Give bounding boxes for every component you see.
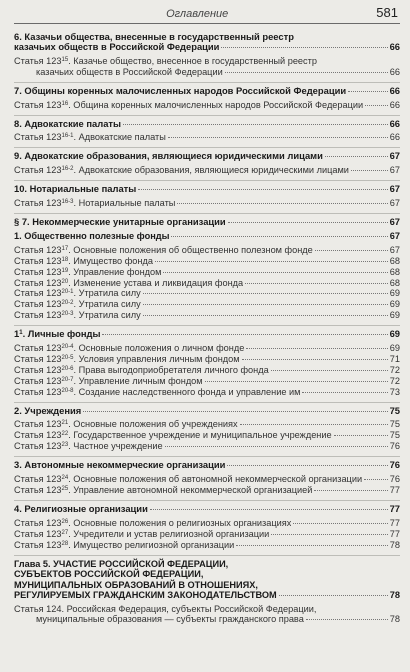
- article-number-superscript: 16-2: [61, 166, 74, 173]
- toc-entry[interactable]: [14, 165, 400, 176]
- page-number: 67: [389, 198, 400, 209]
- page-number: 75: [389, 404, 400, 416]
- toc-entry[interactable]: [14, 419, 400, 430]
- dot-leader: [143, 304, 388, 305]
- toc-entry[interactable]: [14, 441, 400, 452]
- dot-leader: [302, 392, 387, 393]
- page-number: 72: [389, 375, 400, 386]
- dot-leader: [221, 47, 387, 48]
- dot-leader: [364, 479, 388, 480]
- section-heading-line: 6. Казачьи общества, внесенные в государственный реестр: [14, 31, 294, 42]
- article-number-superscript: 20-3: [61, 311, 74, 318]
- toc-entry[interactable]: [14, 278, 400, 289]
- entry-title: 3. Автономные некоммерческие организации: [14, 460, 226, 471]
- dot-leader: [205, 381, 388, 382]
- dot-leader: [143, 293, 388, 294]
- toc-entry[interactable]: [14, 430, 400, 441]
- entry-title: Статья $123^{16}$. Община коренных малочисленных народов Российской Федерации: [14, 99, 364, 110]
- page-number: 66: [389, 99, 400, 110]
- dot-leader: [227, 465, 387, 466]
- dot-leader: [163, 272, 387, 273]
- toc-entry[interactable]: [14, 245, 400, 256]
- entry-title: Статья 123$^{20-2}$. Утратила силу: [14, 299, 141, 310]
- header-title: Оглавление: [166, 8, 229, 20]
- section-heading[interactable]: [14, 217, 400, 228]
- article-number-superscript: 20-4: [61, 344, 74, 351]
- article-number-superscript: 17: [61, 245, 69, 252]
- page-number: 69: [389, 310, 400, 321]
- article-number-superscript: 20-6: [61, 365, 74, 372]
- section-heading-line: МУНИЦИПАЛЬНЫХ ОБРАЗОВАНИЙ В ОТНОШЕНИЯХ,: [14, 579, 258, 590]
- dot-leader: [365, 105, 388, 106]
- entry-title: Статья 123$^{20-3}$. Утратила силу: [14, 310, 141, 321]
- entry-title: $1^1$. Личные фонды: [14, 329, 101, 340]
- entry-title: Статья $123^{28}$. Имущество религиозной организации: [14, 539, 235, 550]
- entry-title: Статья 123$^{20-4}$. Основные положения о личном фонде: [14, 343, 245, 354]
- toc-entry[interactable]: [14, 518, 400, 529]
- entry-title: Статья $123^{26}$. Основные положения о религиозных организациях: [14, 517, 292, 528]
- article-number-superscript: 20-8: [61, 387, 74, 394]
- page-number: 67: [389, 183, 400, 195]
- article-number-superscript: 28: [61, 540, 69, 547]
- article-number-superscript: 21: [61, 420, 69, 427]
- toc-section: [14, 116, 400, 149]
- toc-section: [14, 28, 400, 83]
- entry-title: 2. Учреждения: [14, 405, 82, 416]
- entry-title: Статья $123^{24}$. Основные положения об автономной некоммерческой организации: [14, 474, 363, 485]
- section-heading[interactable]: [14, 460, 400, 471]
- dot-leader: [83, 411, 387, 412]
- article-number-superscript: 26: [61, 518, 69, 525]
- toc-entry[interactable]: [14, 267, 400, 278]
- article-number-superscript: 16-3: [61, 199, 74, 206]
- article-number-superscript: 20-1: [61, 289, 74, 296]
- entry-title: Статья 123$^{20-8}$. Создание наследственного фонда и управление им: [14, 386, 301, 397]
- subsection-heading[interactable]: [14, 231, 400, 242]
- dot-leader: [150, 509, 388, 510]
- page-number: 69: [389, 343, 400, 354]
- toc-section: [14, 457, 400, 501]
- article-number-superscript: 1: [19, 330, 23, 337]
- dot-leader: [315, 250, 388, 251]
- dot-leader: [246, 348, 387, 349]
- entry-title: муниципальные образования — субъекты гражданского права: [36, 614, 304, 625]
- toc-entry[interactable]: [14, 100, 400, 111]
- dot-leader: [155, 261, 388, 262]
- section-heading[interactable]: [14, 329, 400, 340]
- article-number-superscript: 20-5: [61, 354, 74, 361]
- toc-entry[interactable]: [14, 310, 400, 321]
- page-number: 67: [389, 150, 400, 162]
- toc-entry[interactable]: [14, 132, 400, 143]
- toc-section: [14, 556, 400, 630]
- toc-entry[interactable]: [14, 376, 400, 387]
- page-number: 76: [389, 441, 400, 452]
- entry-title: Статья $123^{22}$. Государственное учреждение и муниципальное учреждение: [14, 430, 332, 441]
- section-heading-line: СУБЪЕКТОВ РОССИЙСКОЙ ФЕДЕРАЦИИ,: [14, 569, 204, 580]
- dot-leader: [228, 222, 388, 223]
- article-number-superscript: 20-7: [61, 376, 74, 383]
- section-heading[interactable]: [14, 151, 400, 162]
- section-heading-line: Глава 5. УЧАСТИЕ РОССИЙСКОЙ ФЕДЕРАЦИИ,: [14, 558, 229, 569]
- page-number: 77: [389, 528, 400, 539]
- toc-section: [14, 501, 400, 556]
- dot-leader: [168, 137, 388, 138]
- entry-title: РЕГУЛИРУЕМЫХ ГРАЖДАНСКИМ ЗАКОНОДАТЕЛЬСТВОМ: [14, 590, 277, 601]
- article-number-superscript: 18: [61, 256, 69, 263]
- entry-title: Статья 123$^{20-7}$. Управление личным фондом: [14, 375, 203, 386]
- toc-section: [14, 83, 400, 116]
- toc-entry[interactable]: [14, 485, 400, 496]
- dot-leader: [236, 545, 388, 546]
- page-number: 67: [389, 165, 400, 176]
- section-heading[interactable]: [14, 86, 400, 97]
- section-heading[interactable]: [14, 406, 400, 417]
- page-number: 75: [389, 430, 400, 441]
- section-heading[interactable]: [14, 42, 400, 53]
- toc-section: [14, 326, 400, 402]
- toc-entry[interactable]: [14, 67, 400, 78]
- dot-leader: [165, 446, 388, 447]
- toc-entry-line[interactable]: [14, 604, 400, 615]
- article-number-superscript: 20: [61, 278, 69, 285]
- entry-title: Статья 123$^{16-3}$. Нотариальные палаты: [14, 198, 176, 209]
- dot-leader: [325, 156, 388, 157]
- toc-entry[interactable]: [14, 299, 400, 310]
- page-number: 66: [389, 41, 400, 52]
- section-heading[interactable]: [14, 184, 400, 195]
- dot-leader: [351, 170, 388, 171]
- toc-section: [14, 148, 400, 181]
- section-heading[interactable]: [14, 504, 400, 515]
- section-heading[interactable]: [14, 590, 400, 601]
- dot-leader: [242, 359, 388, 360]
- article-number-superscript: 27: [61, 529, 69, 536]
- page-number: 71: [389, 353, 400, 364]
- running-header: [14, 0, 400, 24]
- dot-leader: [143, 315, 388, 316]
- article-number-superscript: 16-1: [61, 133, 74, 140]
- dot-leader: [138, 189, 387, 190]
- page-number: 66: [389, 117, 400, 129]
- page-number: 67: [389, 244, 400, 255]
- page-number: 66: [389, 132, 400, 143]
- toc-entry[interactable]: [14, 256, 400, 267]
- entry-title: 4. Религиозные организации: [14, 503, 148, 514]
- dot-leader: [348, 91, 387, 92]
- entry-title: казачьих обществ в Российской Федерации: [14, 42, 220, 52]
- page-number: 69: [389, 288, 400, 299]
- entry-title: Статья $123^{19}$. Управление фондом: [14, 266, 162, 277]
- toc-entry[interactable]: [14, 343, 400, 354]
- dot-leader: [171, 236, 387, 237]
- page-number: 78: [389, 539, 400, 550]
- page-number: 67: [389, 215, 400, 227]
- dot-leader: [271, 370, 388, 371]
- dot-leader: [279, 595, 388, 596]
- page-number: 77: [389, 517, 400, 528]
- entry-title: Статья $123^{25}$. Управление автономной некоммерческой организацией: [14, 485, 313, 495]
- dot-leader: [334, 435, 388, 436]
- article-number-superscript: 24: [61, 475, 69, 482]
- dot-leader: [225, 72, 388, 73]
- toc-section: [14, 403, 400, 458]
- page-number: 77: [389, 485, 400, 495]
- entry-title: 10. Нотариальные палаты: [14, 184, 137, 195]
- entry-title: Статья 123$^{20-1}$. Утратила силу: [14, 288, 141, 299]
- toc-entry-line[interactable]: [14, 56, 400, 67]
- dot-leader: [245, 283, 388, 284]
- table-of-contents: [14, 28, 400, 629]
- page-number: 66: [389, 66, 400, 77]
- page-number: 68: [389, 277, 400, 288]
- page-number: 72: [389, 364, 400, 375]
- page-number: 75: [389, 419, 400, 430]
- entry-title: Статья 123$^{20-5}$. Условия управления личным фондом: [14, 353, 240, 364]
- toc-entry[interactable]: [14, 474, 400, 485]
- page-number: 68: [389, 255, 400, 266]
- page-number: 76: [389, 459, 400, 471]
- page-number: 69: [389, 299, 400, 310]
- toc-entry[interactable]: [14, 614, 400, 625]
- header-page-number: 581: [376, 5, 398, 20]
- entry-title: Статья $123^{21}$. Основные положения об учреждениях: [14, 419, 238, 430]
- toc-section: [14, 181, 400, 214]
- entry-title: Статья 123$^{20-6}$. Права выгодоприобретателя личного фонда: [14, 364, 269, 375]
- entry-title: Статья 124. Российская Федерация, субъекты Российской Федерации,: [14, 603, 317, 614]
- article-number-superscript: 23: [61, 442, 69, 449]
- toc-entry[interactable]: [14, 387, 400, 398]
- page-number: 66: [389, 84, 400, 96]
- page-number: 77: [389, 502, 400, 514]
- entry-title: 8. Адвокатские палаты: [14, 118, 122, 129]
- dot-leader: [102, 334, 387, 335]
- entry-title: 1. Общественно полезные фонды: [14, 230, 170, 241]
- article-number-superscript: 19: [61, 267, 69, 274]
- article-number-superscript: 16: [61, 100, 69, 107]
- article-number-superscript: 25: [61, 486, 69, 492]
- entry-title: 7. Общины коренных малочисленных народов Российской Федерации: [14, 85, 347, 96]
- page-number: 69: [389, 328, 400, 340]
- toc-section: [14, 214, 400, 326]
- toc-entry[interactable]: [14, 540, 400, 551]
- page-number: 78: [389, 614, 400, 625]
- page-number: 67: [389, 230, 400, 241]
- page-number: 73: [389, 386, 400, 397]
- dot-leader: [306, 619, 388, 620]
- entry-title: Статья $123^{27}$. Учредители и устав религиозной организации: [14, 528, 270, 539]
- section-heading[interactable]: [14, 119, 400, 130]
- page-number: 68: [389, 266, 400, 277]
- page-number: 78: [389, 590, 400, 601]
- entry-title: § 7. Некоммерческие унитарные организации: [14, 216, 226, 227]
- article-number-superscript: 15: [61, 56, 69, 63]
- entry-title: Статья 123$^{16-2}$. Адвокатские образования, являющиеся юридическими лицами: [14, 165, 349, 176]
- toc-entry[interactable]: [14, 365, 400, 376]
- dot-leader: [314, 490, 387, 491]
- toc-entry[interactable]: [14, 288, 400, 299]
- entry-title: казачьих обществ в Российской Федерации: [36, 66, 223, 77]
- entry-title: 9. Адвокатские образования, являющиеся юридическими лицами: [14, 151, 323, 162]
- entry-title: Статья $123^{20}$. Изменение устава и ликвидация фонда: [14, 277, 244, 288]
- entry-title: Статья $123^{18}$. Имущество фонда: [14, 255, 153, 266]
- dot-leader: [271, 534, 387, 535]
- entry-title: Статья $123^{15}$. Казачье общество, внесенное в государственный реестр: [14, 55, 317, 66]
- article-number-superscript: 20-2: [61, 300, 74, 307]
- page-number: 76: [389, 474, 400, 485]
- entry-title: Статья $123^{23}$. Частное учреждение: [14, 441, 163, 452]
- dot-leader: [293, 523, 387, 524]
- dot-leader: [240, 424, 388, 425]
- entry-title: Статья $123^{17}$. Основные положения об общественно полезном фонде: [14, 244, 313, 255]
- toc-entry[interactable]: [14, 198, 400, 209]
- dot-leader: [123, 124, 388, 125]
- article-number-superscript: 22: [61, 431, 69, 438]
- toc-entry[interactable]: [14, 529, 400, 540]
- entry-title: Статья 123$^{16-1}$. Адвокатские палаты: [14, 132, 166, 143]
- toc-entry[interactable]: [14, 354, 400, 365]
- dot-leader: [177, 203, 387, 204]
